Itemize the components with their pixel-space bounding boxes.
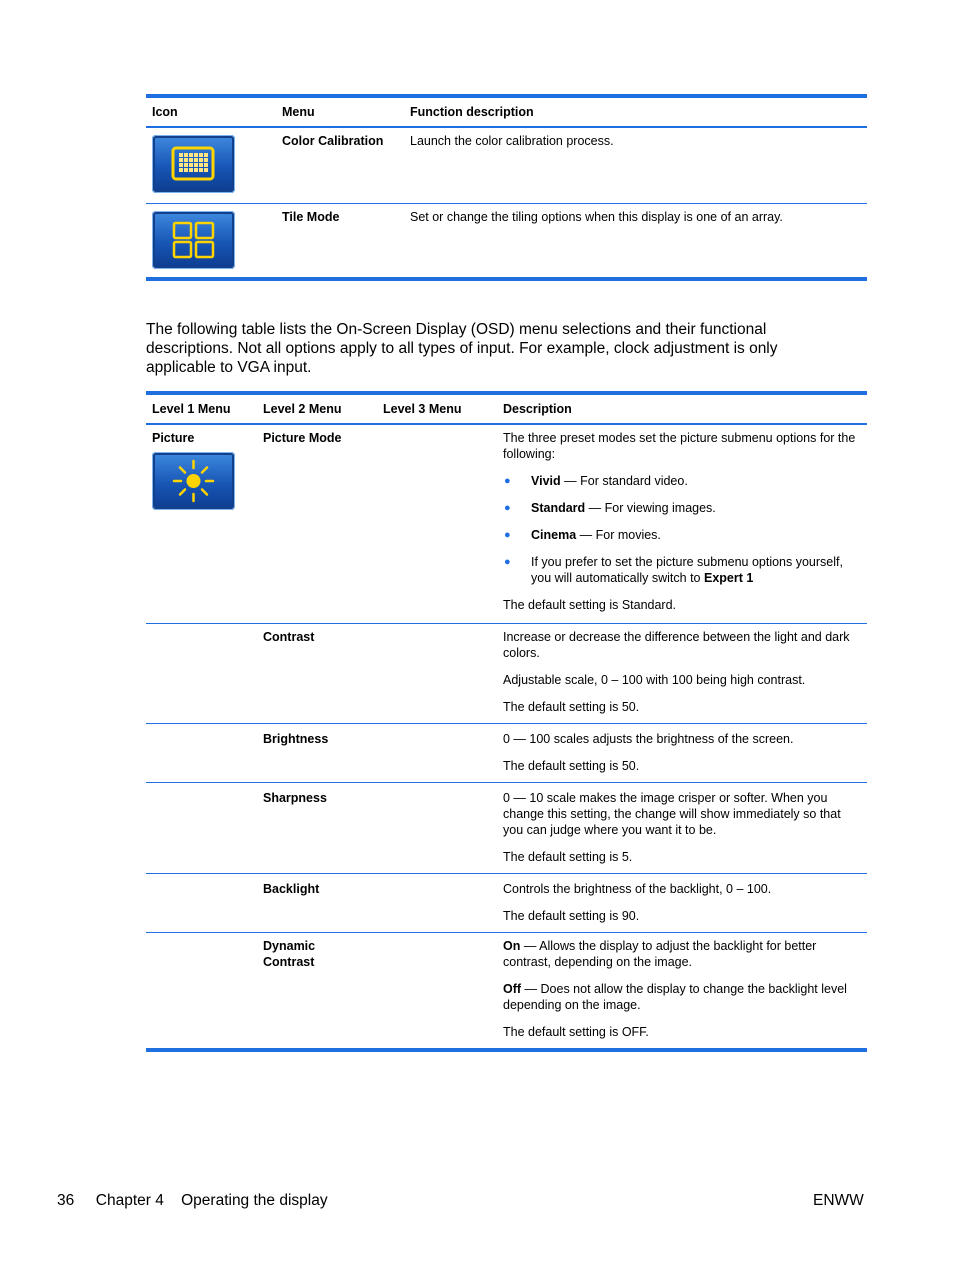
column-header: Function description <box>404 96 867 127</box>
function-description: Set or change the tiling options when this display is one of an array. <box>404 203 867 279</box>
option-description: — Does not allow the display to change the backlight level depending on the image. <box>503 981 847 1012</box>
level1-cell <box>146 873 257 932</box>
table-row <box>146 424 867 623</box>
description-cell <box>497 424 867 623</box>
preset-description: If you prefer to set the picture submenu options yourself, you will automatically switch to <box>531 555 843 585</box>
level2-label <box>257 932 377 1050</box>
column-header: Description <box>497 393 867 424</box>
level2-label: Backlight <box>257 873 377 932</box>
sun-brightness-icon <box>152 452 235 510</box>
description-cell <box>497 873 867 932</box>
description-text <box>503 981 861 1013</box>
tile-mode-icon <box>152 211 235 269</box>
option-name: On <box>503 938 521 953</box>
table-header-row <box>146 393 867 424</box>
default-setting: The default setting is 90. <box>503 908 640 923</box>
preset-name: Standard <box>531 501 586 515</box>
option-description: — Allows the display to adjust the backlight for better contrast, depending on the image. <box>503 938 817 969</box>
menu-name: Tile Mode <box>276 203 404 279</box>
default-setting: The default setting is 50. <box>503 758 640 773</box>
description-text: Adjustable scale, 0 – 100 with 100 being high contrast. <box>503 672 806 687</box>
preset-name: Vivid <box>531 474 561 488</box>
footer-locale: ENWW <box>813 1192 864 1209</box>
footer-chapter-info <box>57 1192 328 1210</box>
column-header: Level 3 Menu <box>377 393 497 424</box>
description-text: Controls the brightness of the backlight, 0 – 100. <box>503 881 772 896</box>
preset-name: Expert 1 <box>703 571 754 585</box>
level1-cell <box>146 723 257 782</box>
level2-label: Sharpness <box>257 782 377 873</box>
table-row <box>146 932 867 1050</box>
column-header: Level 1 Menu <box>146 393 257 424</box>
level1-cell <box>146 782 257 873</box>
default-setting: The default setting is 50. <box>503 699 640 714</box>
color-calibration-icon <box>152 135 235 193</box>
description-cell <box>497 782 867 873</box>
preset-description: — For viewing images. <box>585 501 716 515</box>
description-cell <box>497 623 867 723</box>
preset-list <box>503 473 861 586</box>
function-description: Launch the color calibration process. <box>410 134 614 148</box>
description-text: 0 — 100 scales adjusts the brightness of the screen. <box>503 731 794 746</box>
default-setting: The default setting is Standard. <box>503 598 677 612</box>
icon-cell <box>146 127 276 203</box>
chapter-title: Operating the display <box>181 1192 328 1209</box>
description-cell <box>497 932 867 1050</box>
table-row <box>146 873 867 932</box>
level2-label: Brightness <box>257 723 377 782</box>
level3-cell <box>377 782 497 873</box>
menu-name: Color Calibration <box>282 134 384 148</box>
icon-cell <box>146 203 276 279</box>
option-name: Off <box>503 981 522 996</box>
table-row <box>146 203 867 279</box>
level2-label: Picture Mode <box>263 431 342 445</box>
default-setting: The default setting is OFF. <box>503 1024 649 1039</box>
level1-cell <box>146 932 257 1050</box>
page-number: 36 <box>57 1192 75 1209</box>
list-item <box>503 500 861 516</box>
level3-cell <box>377 932 497 1050</box>
column-header: Icon <box>146 96 276 127</box>
table-row <box>146 782 867 873</box>
level2-label-line: Dynamic <box>263 938 316 953</box>
intro-paragraph: The following table lists the On-Screen Display (OSD) menu selections and their functional descriptions. Not all options apply to all types of input. For example, clock adjustment is only applicable to VGA input. <box>146 321 778 376</box>
list-item <box>503 554 861 586</box>
description-cell <box>497 723 867 782</box>
column-header: Menu <box>276 96 404 127</box>
default-setting: The default setting is 5. <box>503 849 633 864</box>
table-header-row <box>146 96 867 127</box>
list-item <box>503 473 861 489</box>
level3-cell <box>377 723 497 782</box>
table-row <box>146 623 867 723</box>
table-row <box>146 127 867 203</box>
osd-menu-table <box>146 391 867 1052</box>
level3-cell <box>377 873 497 932</box>
preset-name: Cinema <box>531 528 577 542</box>
description-text: Increase or decrease the difference between the light and dark colors. <box>503 629 850 660</box>
description-text: 0 — 10 scale makes the image crisper or softer. When you change this setting, the change will show immediately so that you can judge where you want it to be. <box>503 790 841 837</box>
level1-label: Picture <box>152 431 195 445</box>
icon-menu-table <box>146 94 867 281</box>
preset-description: — For movies. <box>576 528 661 542</box>
table-row <box>146 723 867 782</box>
level3-cell <box>377 623 497 723</box>
description-text <box>503 938 861 970</box>
level2-label-line: Contrast <box>263 954 315 969</box>
level1-cell <box>146 424 257 623</box>
level2-label: Contrast <box>257 623 377 723</box>
description-text: The three preset modes set the picture submenu options for the following: <box>503 431 856 461</box>
level1-cell <box>146 623 257 723</box>
preset-description: — For standard video. <box>560 474 688 488</box>
column-header: Level 2 Menu <box>257 393 377 424</box>
list-item <box>503 527 861 543</box>
level3-cell <box>377 424 497 623</box>
chapter-label: Chapter 4 <box>95 1192 164 1209</box>
